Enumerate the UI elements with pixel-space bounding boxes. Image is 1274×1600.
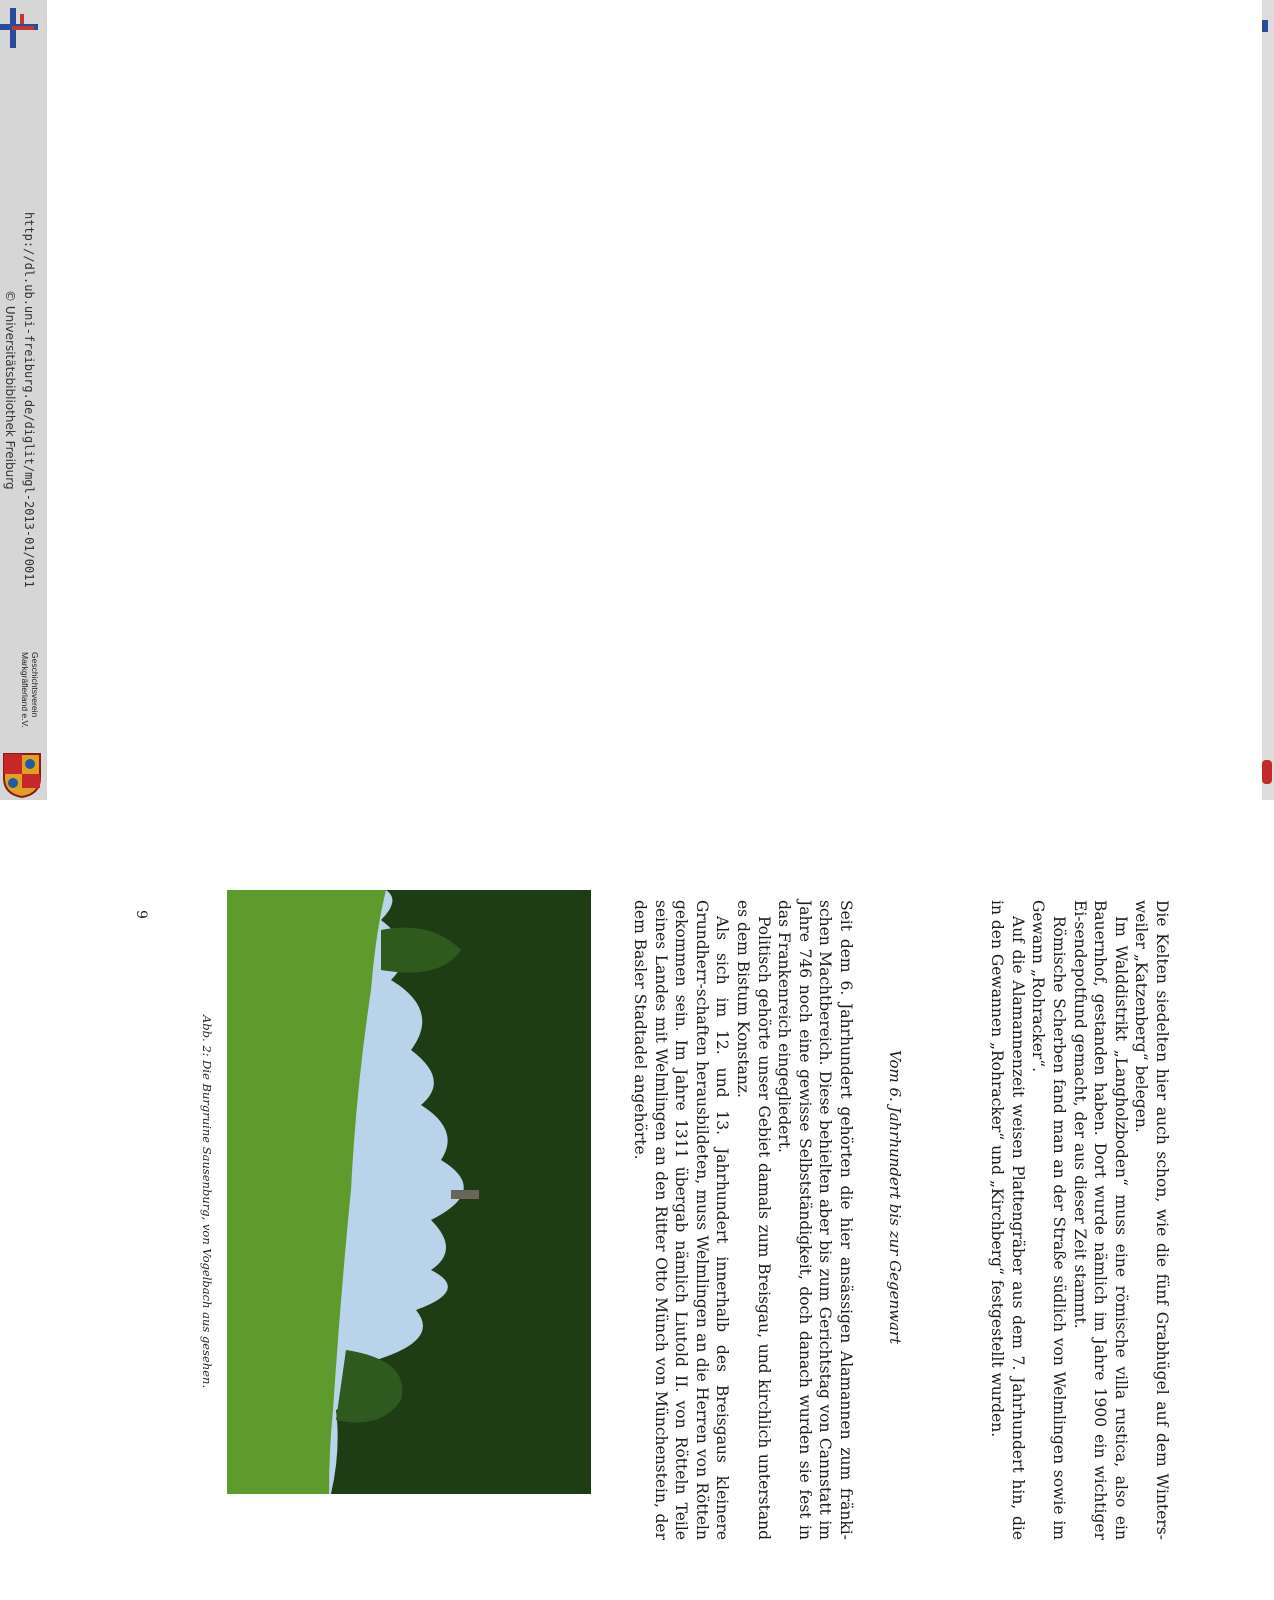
org-name xyxy=(20,652,40,728)
org-name-line2: Markgräflerland e.V. xyxy=(20,652,30,728)
paragraph-walddistrikt: Im Walddistrikt „Langholzboden“ muss eine römische villa rustica, also ein Bauernhof, gestanden haben. Dort wurde nämlich im Jahre 1900 ein wichtiger Ei-sendepotfund gemacht, der aus dieser Zeit stammt. xyxy=(1070,900,1130,1540)
footer-url-link[interactable]: http://dl.ub.uni-freiburg.de/diglit/mgl-2013-01/0011 xyxy=(22,212,36,588)
rotated-page xyxy=(114,800,1274,1600)
ub-freiburg-logo-icon xyxy=(0,8,40,48)
section-heading: Vom 6. Jahrhundert bis zur Gegenwart xyxy=(886,1050,904,1345)
paragraph-frankenreich: Seit dem 6. Jahrhundert gehörten die hier ansässigen Alamannen zum fränki-schen Machtbereich. Diese behielten aber bis zum Gerichtstag von Cannstatt im Jahre 746 noch eine gewisse Selbstständigkeit, doch danach wurden sie fest in das Frankenreich eingegliedert. xyxy=(775,900,855,1540)
right-edge-mark xyxy=(1262,20,1268,32)
page-number: 9 xyxy=(133,910,149,919)
paragraph-kelten: Die Kelten siedelten hier auch schon, wie die fünf Grabhügel auf dem Winters-weiler „Katzenberg“ belegen. xyxy=(1132,900,1171,1540)
paragraph-grundherrschaften: Als sich im 12. und 13. Jahrhundert innerhalb des Breisgaus kleinere Grundherr-schaften herausbildeten, muss Welmlingen an die Herren von Rötteln gekommen sein. Im Jahre 1311 übergab nämlich Liutold II. von Rötteln Teile seines Landes mit Welmlingen an den Ritter Otto Münch von Münchenstein, der dem Basler Stadtadel angehörte. xyxy=(631,900,732,1540)
paragraph-alamannenzeit: Auf die Alamannenzeit weisen Plattengräber aus dem 7. Jahrhundert hin, die in den Gewannen „Rohracker“ und „Kirchberg“ festgestellt wurden. xyxy=(988,900,1027,1540)
org-name-line1: Geschichtsverein xyxy=(30,652,40,718)
text-block-top xyxy=(987,900,1172,1540)
paragraph-breisgau: Politisch gehörte unser Gebiet damals zum Breisgau, und kirchlich unterstand es dem Bistum Konstanz. xyxy=(734,900,773,1540)
coat-of-arms-icon xyxy=(2,752,42,798)
right-margin-strip xyxy=(1262,0,1274,800)
figure-caption: Abb. 2: Die Burgruine Sausenburg, von Vogelbach aus gesehen. xyxy=(200,1015,214,1389)
text-block-bottom xyxy=(629,900,856,1540)
right-edge-seal xyxy=(1262,760,1272,784)
paragraph-scherben: Römische Scherben fand man an der Straße südlich von Welmlingen sowie im Gewann „Rohracker“. xyxy=(1029,900,1069,1540)
footer-copyright: © Universitätsbibliothek Freiburg xyxy=(3,290,17,490)
castle-ruin-photo xyxy=(227,890,591,1494)
